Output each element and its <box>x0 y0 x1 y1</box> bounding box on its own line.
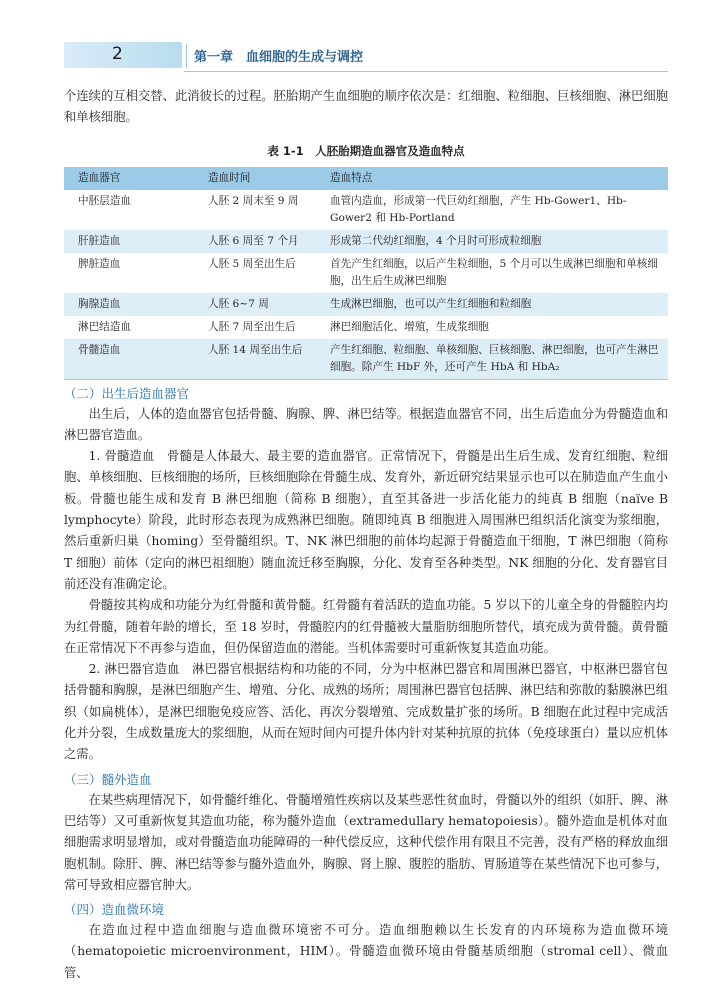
page-body <box>64 86 668 984</box>
section-heading-postnatal: （二）出生后造血器官 <box>64 385 190 401</box>
table-cell: 胸腺造血 <box>64 293 202 316</box>
table-cell: 首先产生红细胞，以后产生粒细胞，5 个月可以生成淋巴细胞和单核细胞，出生后生成淋巴细胞 <box>330 257 658 287</box>
table-cell: 人胚 5 周至出生后 <box>208 257 296 270</box>
paragraph: 2. 淋巴器官造血 淋巴器官根据结构和功能的不同，分为中枢淋巴器官和周围淋巴器官，中枢淋巴器官包括骨髓和胸腺，是淋巴细胞产生、增殖、分化、成熟的场所；周围淋巴器官包括脾、淋巴结和弥散的黏膜淋巴组织（如扁桃体），是淋巴细胞免疫应答、活化、再次分裂增殖、完成数量扩张的场所。B 细胞在此过程中完成活化并分裂，生成数量庞大的浆细胞，从而在短时间内可提升体内针对某种抗原的抗体（免疫球蛋白）量以应机体之需。 <box>64 662 668 762</box>
paragraph: 在造血过程中造血细胞与造血微环境密不可分。造血细胞赖以生长发育的内环境称为造血微环境（hematopoietic microenvironment，HIM）。骨髓造血微环境由骨髓基质细胞（stromal cell）、微血管、 <box>64 923 668 980</box>
paragraph: 出生后，人体的造血器官包括骨髓、胸腺、脾、淋巴结等。根据造血器官不同，出生后造血分为骨髓造血和淋巴器官造血。 <box>64 406 668 442</box>
table-cell: 人胚 6 周至 7 个月 <box>202 230 324 253</box>
paragraph: 在某些病理情况下，如骨髓纤维化、骨髓增殖性疾病以及某些恶性贫血时，骨髓以外的组织（如肝、脾、淋巴结等）又可重新恢复其造血功能，称为髓外造血（extramedullary hematopoiesis）。髓外造血是机体对血细胞需求明显增加，或对骨髓造血功能障碍的一种代偿反应，这种代偿作用有限且不完善，没有严格的释放血细胞机制。除肝、脾、淋巴结等参与髓外造血外，胸腺、肾上腺、腹腔的脂肪、胃肠道等在某些情况下也可参与，常可导致相应器官肿大。 <box>64 792 668 892</box>
table-row <box>64 230 668 253</box>
header-separator <box>186 44 187 68</box>
table-cell: 血管内造血，形成第一代巨幼红细胞，产生 Hb-Gower1、Hb-Gower2 和 Hb-Portland <box>330 194 627 224</box>
table-header-row <box>64 167 668 190</box>
table-cell: 人胚 14 周至出生后 <box>202 339 324 380</box>
header-rule <box>184 71 668 72</box>
table-cell: 人胚 7 周至出生后 <box>208 320 296 333</box>
table-header-cell: 造血器官 <box>64 167 202 190</box>
table-row <box>64 253 668 293</box>
table-row <box>64 190 668 230</box>
section-heading-extramedullary: （三）髓外造血 <box>64 771 152 787</box>
page-number-box <box>64 42 182 68</box>
table-cell: 淋巴结造血 <box>78 320 131 333</box>
table-row <box>64 316 668 339</box>
table-cell: 形成第二代幼红细胞，4 个月时可形成粒细胞 <box>324 230 668 253</box>
table-cell: 肝脏造血 <box>64 230 202 253</box>
table-cell: 脾脏造血 <box>78 257 121 270</box>
section-heading-microenvironment: （四）造血微环境 <box>64 902 165 918</box>
table-caption: 表 1-1 人胚胎期造血器官及造血特点 <box>267 143 465 158</box>
table-cell: 产生红细胞、粒细胞、单核细胞、巨核细胞、淋巴细胞，也可产生淋巴细胞。除产生 HbF 外，还可产生 HbA 和 HbA₂ <box>324 339 668 380</box>
table-header-cell: 造血特点 <box>324 167 668 190</box>
table-cell: 生成淋巴细胞，也可以产生红细胞和粒细胞 <box>324 293 668 316</box>
table-row <box>64 339 668 380</box>
intro-paragraph: 个连续的互相交替、此消彼长的过程。胚胎期产生血细胞的顺序依次是：红细胞、粒细胞、巨核细胞、淋巴细胞和单核细胞。 <box>64 89 668 125</box>
chapter-title: 第一章 血细胞的生成与调控 <box>194 50 364 65</box>
table-cell: 人胚 2 周末至 9 周 <box>208 194 299 207</box>
table-cell: 淋巴细胞活化、增殖，生成浆细胞 <box>330 320 489 333</box>
table-header-cell: 造血时间 <box>202 167 324 190</box>
paragraph: 1. 骨髓造血 骨髓是人体最大、最主要的造血器官。正常情况下，骨髓是出生后生成、发育红细胞、粒细胞、单核细胞、巨核细胞的场所，巨核细胞除在骨髓生成、发育外，新近研究结果显示也可以在肺造血产生血小板。骨髓也能生成和发育 B 淋巴细胞（简称 B 细胞），直至其备进一步活化能力的纯真 B 细胞（naïve B lymphocyte）阶段，此时形态表现为成熟淋巴细胞。随即纯真 B 细胞进入周围淋巴组织活化演变为浆细胞，然后重新归巢（homing）至骨髓组织。T、NK 淋巴细胞的前体均起源于骨髓造血干细胞，T 淋巴细胞（简称 T 细胞）前体（定向的淋巴祖细胞）随血流迁移至胸腺，分化、发育至各种类型。NK 细胞的分化、发育器官目前还没有准确定论。 <box>64 449 668 591</box>
table-cell: 中胚层造血 <box>78 194 131 207</box>
table-cell: 人胚 6~7 周 <box>202 293 324 316</box>
table-cell: 骨髓造血 <box>64 339 202 380</box>
page-header <box>64 40 668 74</box>
page-number: 2 <box>112 44 123 64</box>
table-row <box>64 293 668 316</box>
hematopoiesis-table <box>64 167 668 380</box>
paragraph: 骨髓按其构成和功能分为红骨髓和黄骨髓。红骨髓有着活跃的造血功能。5 岁以下的儿童全身的骨髓腔内均为红骨髓，随着年龄的增长，至 18 岁时，骨髓腔内的红骨髓被大量脂肪细胞所替代，填充成为黄骨髓。黄骨髓在正常情况下不再参与造血，但仍保留造血的潜能。当机体需要时可重新恢复其造血功能。 <box>64 598 668 655</box>
